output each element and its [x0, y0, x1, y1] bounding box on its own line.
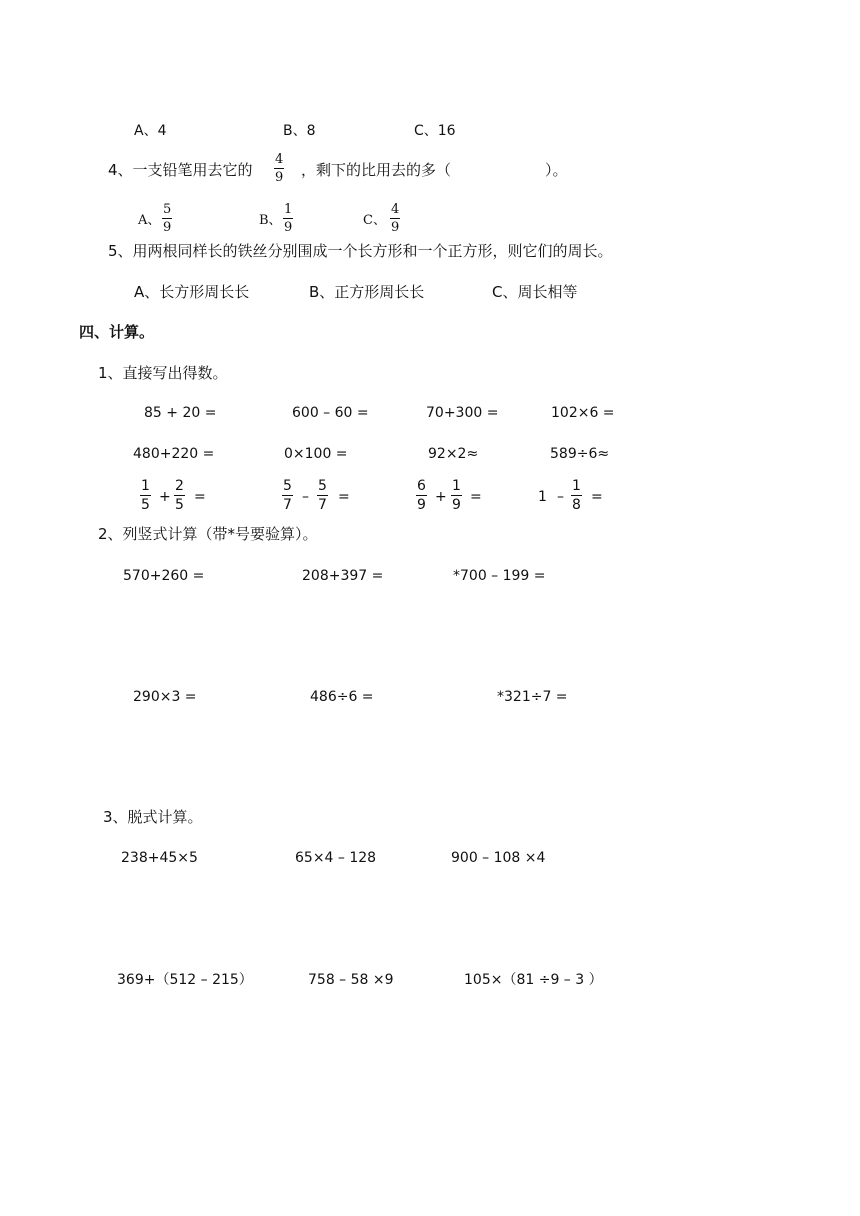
frac-expr-4-b — [571, 479, 582, 512]
calc-item: 0×100 = — [284, 446, 348, 462]
frac-den: 9 — [452, 497, 461, 513]
frac-num: 4 — [391, 202, 400, 217]
q4-option-a-label: A、 — [138, 213, 161, 228]
q4-option-b-fraction — [283, 203, 293, 234]
operator: + — [159, 489, 171, 505]
calc-item: 570+260 = — [123, 568, 205, 584]
calc-item: 758 – 58 ×9 — [308, 972, 394, 988]
frac-num: 2 — [175, 478, 184, 494]
q4-option-b-label: B、 — [259, 213, 282, 228]
frac-den: 5 — [141, 497, 150, 513]
calc-item: 208+397 = — [302, 568, 384, 584]
q4-option-a-fraction — [162, 203, 172, 234]
q4-fraction — [274, 153, 284, 184]
section-title: 四、计算。 — [79, 323, 155, 341]
part1-title: 1、直接写出得数。 — [98, 364, 228, 382]
part2-title: 2、列竖式计算（带*号要验算）。 — [98, 525, 318, 543]
equals: = — [591, 489, 603, 505]
q4-frac-den: 9 — [275, 170, 284, 185]
calc-item: 589÷6≈ — [550, 446, 610, 462]
calc-item: 480+220 = — [133, 446, 215, 462]
calc-item: 70+300 = — [426, 405, 499, 421]
frac-num: 5 — [163, 202, 172, 217]
calc-item: 102×6 = — [551, 405, 615, 421]
part3-title: 3、脱式计算。 — [103, 808, 203, 826]
frac-den: 9 — [163, 220, 172, 235]
operator: + — [435, 489, 447, 505]
operator: – — [557, 489, 564, 505]
calc-item: 290×3 = — [133, 689, 197, 705]
equals: = — [338, 489, 350, 505]
q4-option-c-label: C、 — [363, 213, 386, 228]
frac-num: 1 — [284, 202, 293, 217]
calc-item: 65×4 – 128 — [295, 850, 377, 866]
calc-item: 369+（512 – 215） — [117, 972, 253, 988]
q5-option-b: B、正方形周长长 — [309, 283, 425, 301]
q5-option-c: C、周长相等 — [492, 283, 578, 301]
calc-item: *700 – 199 = — [453, 568, 546, 584]
option-c: C、16 — [414, 123, 456, 139]
frac-num: 1 — [141, 478, 150, 494]
q4-close: ）。 — [545, 161, 568, 179]
frac-num: 5 — [283, 478, 292, 494]
frac-den: 7 — [283, 497, 292, 513]
frac-den: 8 — [572, 497, 581, 513]
calc-item: 600 – 60 = — [292, 405, 369, 421]
frac-den: 9 — [284, 220, 293, 235]
frac-expr-3-a — [416, 479, 427, 512]
frac-expr-1-b — [174, 479, 185, 512]
operator: – — [302, 489, 309, 505]
frac-expr-2-b — [317, 479, 328, 512]
equals: = — [194, 489, 206, 505]
frac-num: 1 — [452, 478, 461, 494]
frac-den: 9 — [417, 497, 426, 513]
calc-item: 900 – 108 ×4 — [451, 850, 546, 866]
option-b: B、8 — [283, 123, 316, 139]
q4-option-c-fraction — [390, 203, 400, 234]
frac-expr-1-a — [140, 479, 151, 512]
equals: = — [470, 489, 482, 505]
frac-num: 5 — [318, 478, 327, 494]
calc-item: 92×2≈ — [428, 446, 479, 462]
calc-item: 105×（81 ÷9 – 3 ） — [464, 972, 603, 988]
q4-prefix: 4、一支铅笔用去它的 — [108, 161, 253, 179]
frac-expr-2-a — [282, 479, 293, 512]
frac-num: 6 — [417, 478, 426, 494]
q4-frac-num: 4 — [275, 152, 284, 167]
frac-den: 9 — [391, 220, 400, 235]
calc-item: 85 + 20 = — [144, 405, 217, 421]
calc-item: *321÷7 = — [497, 689, 568, 705]
calc-item: 486÷6 = — [310, 689, 374, 705]
q5-text: 5、用两根同样长的铁丝分别围成一个长方形和一个正方形，则它们的周长。 — [108, 242, 613, 260]
frac-expr-3-b — [451, 479, 462, 512]
frac-den: 7 — [318, 497, 327, 513]
frac-num: 1 — [572, 478, 581, 494]
q5-option-a: A、长方形周长长 — [134, 283, 250, 301]
option-a: A、4 — [134, 123, 167, 139]
lead-number: 1 — [538, 489, 547, 505]
q4-suffix: ，剩下的比用去的多（ — [301, 161, 452, 179]
frac-den: 5 — [175, 497, 184, 513]
calc-item: 238+45×5 — [121, 850, 198, 866]
